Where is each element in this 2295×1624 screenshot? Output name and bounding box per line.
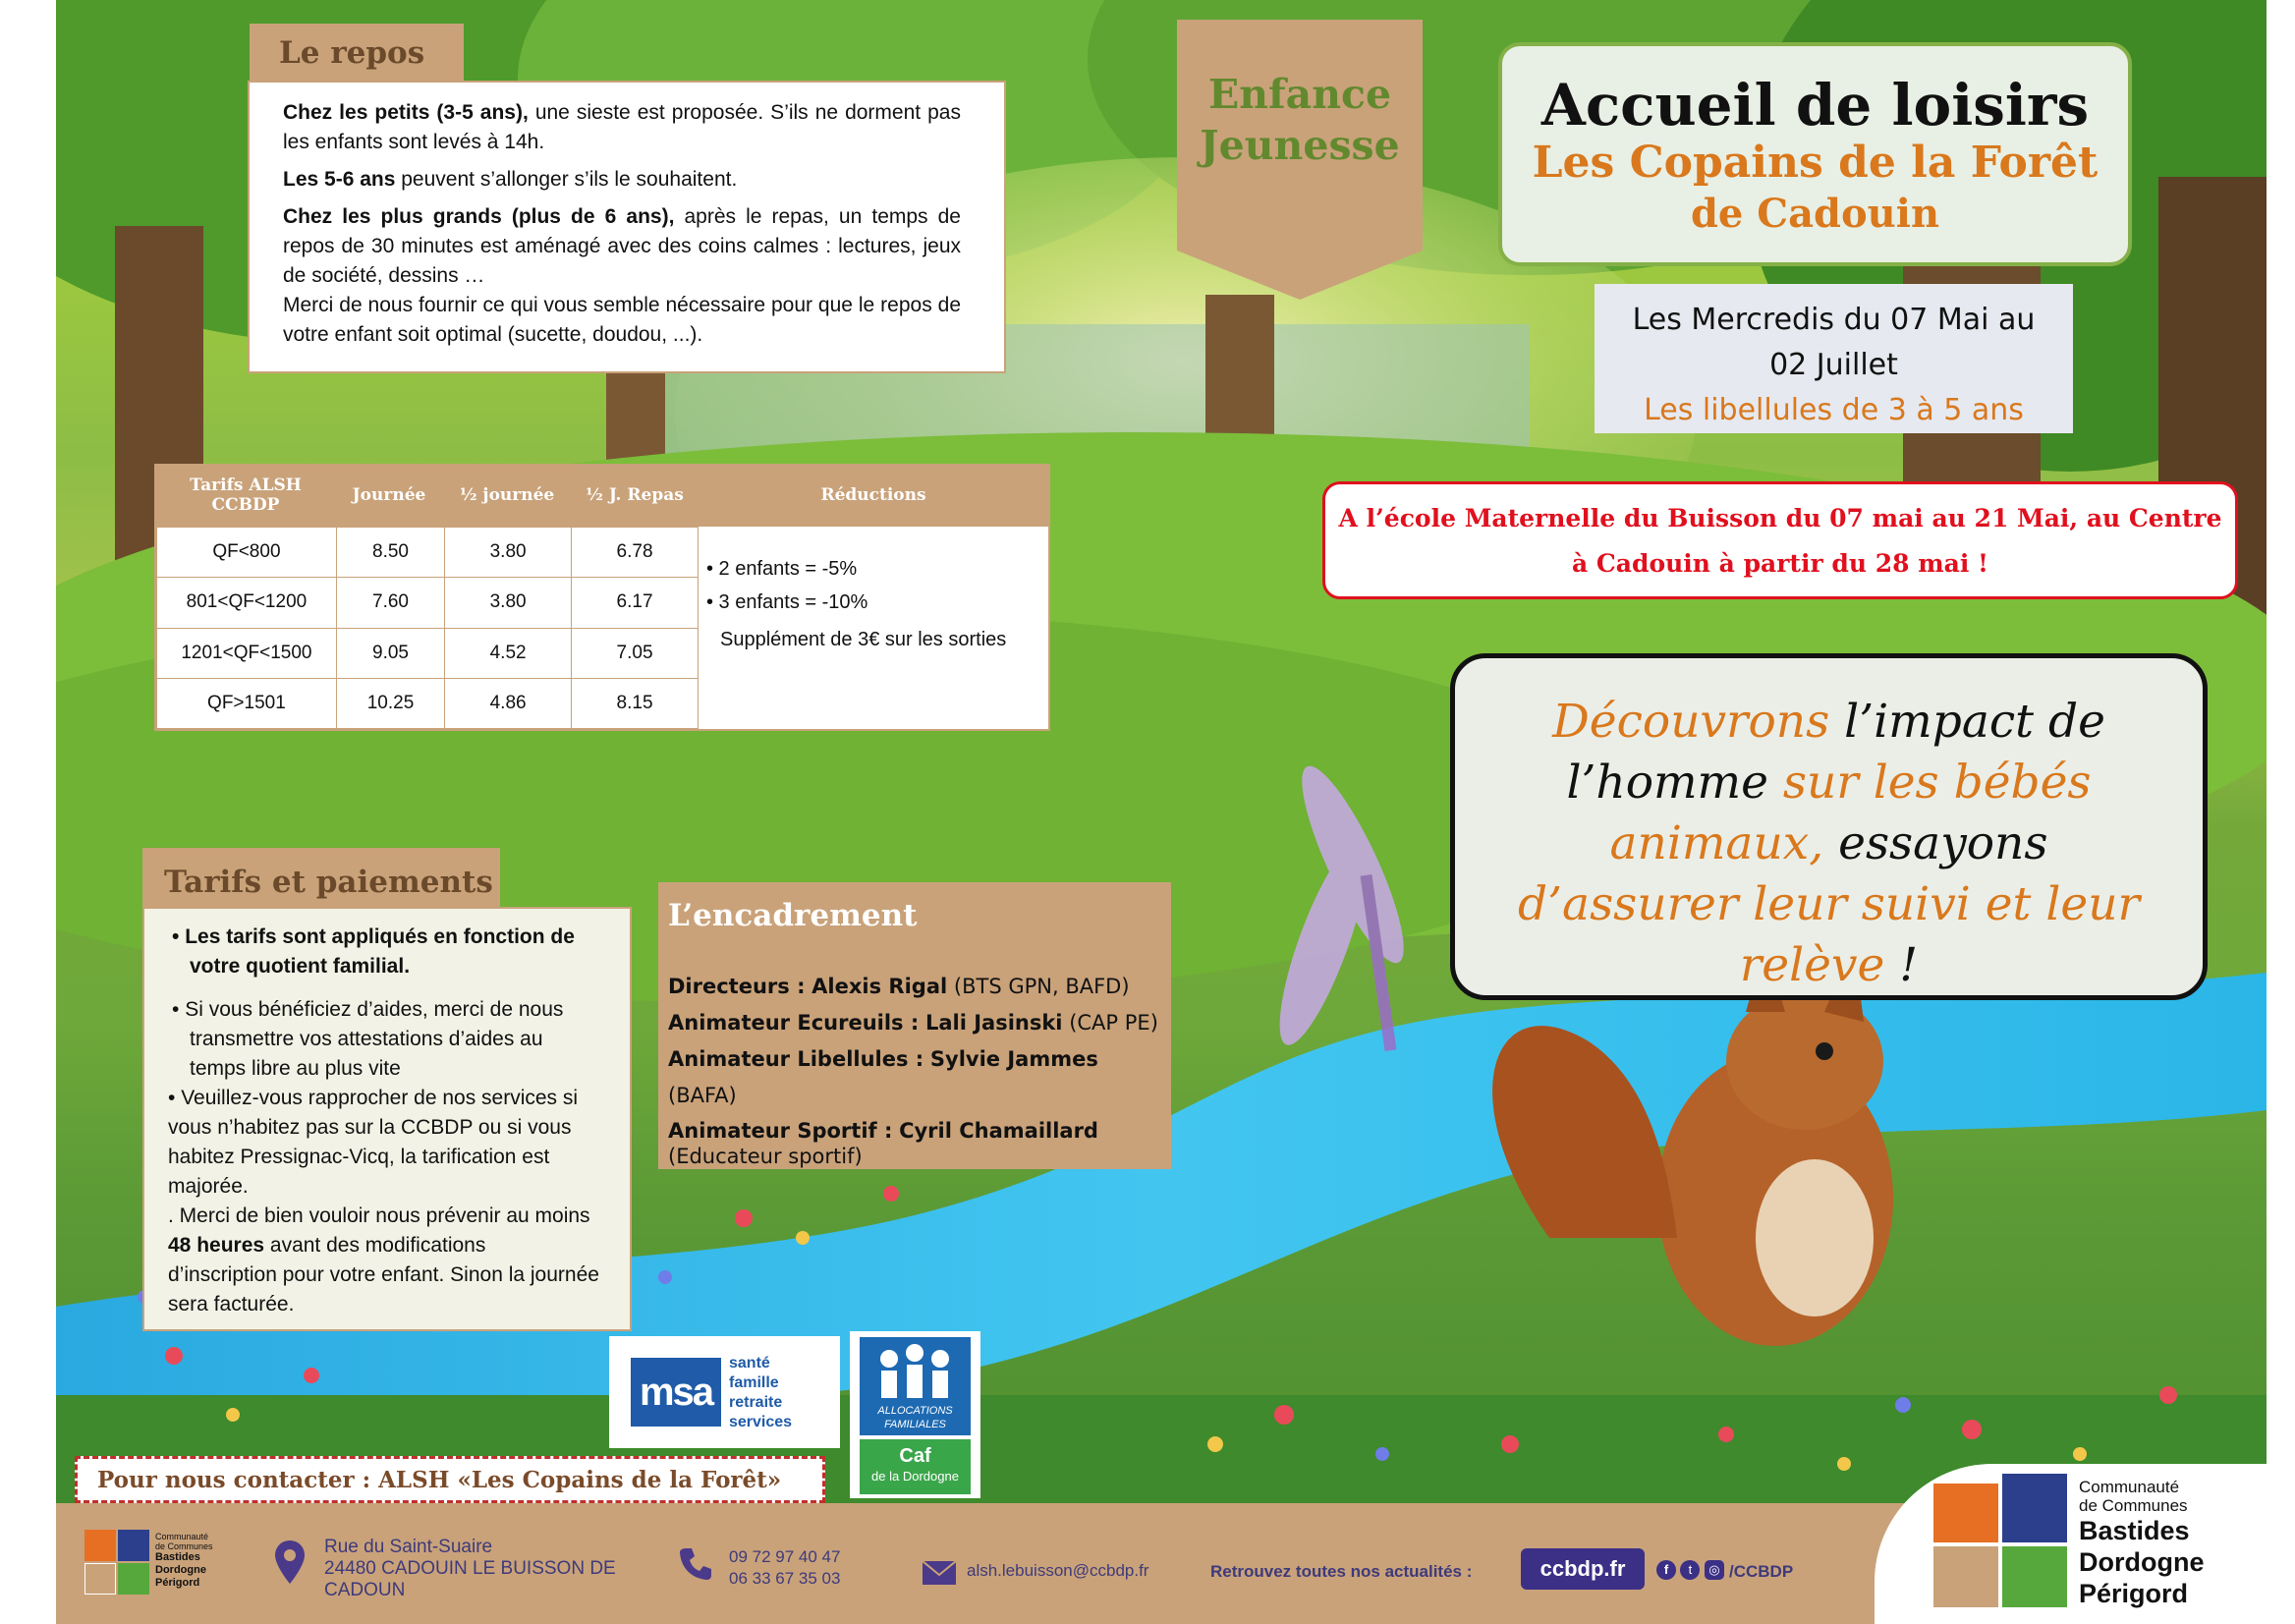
caf-people-icon (860, 1337, 971, 1406)
phone-1[interactable]: 09 72 97 40 47 (729, 1547, 841, 1566)
repos-heading: Le repos (250, 24, 464, 83)
msa-logo-mark: msa (631, 1358, 721, 1427)
logo-square-tan (84, 1563, 116, 1595)
location-pin-icon (275, 1540, 305, 1584)
theme-part-1: Découvrons (1552, 695, 1830, 749)
supplement-sorties: Supplément de 3€ sur les sorties (720, 629, 1007, 650)
table-row (157, 578, 699, 628)
theme-box (1450, 653, 2208, 1000)
theme-part-4: essayons (1838, 816, 2048, 870)
reduction-3-enfants: • 3 enfants = -10% (706, 591, 868, 613)
staff-directeurs: Directeurs : Alexis Rigal (BTS GPN, BAFD) (668, 975, 1130, 998)
table-cell: 10.25 (336, 678, 444, 728)
table-cell: 8.50 (336, 528, 444, 578)
dates-line1: Les Mercredis du 07 Mai au (1632, 303, 2036, 337)
paiements-item-2: • Si vous bénéficiez d’aides, merci de nous transmettre vos attestations d’aides au temps libre au plus vite (172, 998, 564, 1080)
repos-panel (248, 81, 1006, 373)
encadrement-heading: L’encadrement (668, 898, 918, 933)
table-cell: 6.78 (572, 528, 699, 578)
logo-square-blue (118, 1530, 149, 1561)
staff-ecureuils: Animateur Ecureuils : Lali Jasinski (CAP PE) (668, 1011, 1158, 1035)
footer-logo-text: Communauté de Communes Bastides Dordogne Périgord (155, 1532, 213, 1589)
msa-logo (609, 1336, 840, 1448)
footer-address: Rue du Saint-Suaire 24480 CADOUIN LE BUISSON DE CADOUN (324, 1537, 616, 1600)
caf-logo (850, 1331, 980, 1498)
header-tarifs-line2: CCBDP (211, 495, 280, 515)
tarifs-grid (156, 527, 699, 729)
table-cell: 3.80 (445, 528, 572, 578)
staff-sportif: Animateur Sportif : Cyril Chamaillard (Educateur sportif) (668, 1119, 1098, 1168)
social-icons (1656, 1560, 1724, 1580)
table-cell: 7.60 (336, 578, 444, 628)
repos-para-5-6: Les 5-6 ans peuvent s’allonger s’ils le souhaitent. (283, 168, 738, 191)
phone-icon (678, 1546, 713, 1582)
mail-icon (922, 1560, 957, 1586)
logo-square-orange (84, 1530, 116, 1561)
header-tarifs-line1: Tarifs ALSH (190, 476, 302, 495)
reduction-2-enfants: • 2 enfants = -5% (706, 558, 858, 580)
repos-para-petits: Chez les petits (3-5 ans), une sieste est proposée. S’ils ne dorment pas les enfants sont levés à 14h. (283, 101, 961, 153)
phone-2[interactable]: 06 33 67 35 03 (729, 1569, 841, 1588)
table-cell: 7.05 (572, 628, 699, 678)
ccbdp-square-tan (1933, 1546, 1998, 1607)
encadrement-list (668, 969, 1171, 1169)
header-demi-repas: ½ J. Repas (586, 485, 684, 505)
caf-logo-mark (860, 1337, 971, 1435)
table-cell: 9.05 (336, 628, 444, 678)
website-badge[interactable]: ccbdp.fr (1521, 1548, 1645, 1590)
encadrement-panel (658, 882, 1171, 1169)
header-tarifs-alsh (156, 476, 335, 515)
repos-para-grands: Chez les plus grands (plus de 6 ans), après le repas, un temps de repos de 30 minutes est aménagé avec des coins calmes : lectures, jeux de société, dessins … (283, 205, 961, 287)
table-cell: 6.17 (572, 578, 699, 628)
table-row (157, 628, 699, 678)
paiements-item-3: • Veuillez-vous rapprocher de nos services si vous n’habitez pas sur la CCBDP ou si vous habitez Pressignac-Vicq, la tarification est majorée. (168, 1087, 579, 1198)
ccbdp-square-orange (1933, 1484, 1998, 1542)
logo-square-green (118, 1563, 149, 1595)
msa-logo-text: santé famille retraite services (729, 1355, 793, 1430)
table-cell: 1201<QF<1500 (157, 628, 337, 678)
theme-part-2: l’impact de l’homme (1566, 695, 2105, 810)
table-row (157, 528, 699, 578)
tarifs-table (154, 464, 1050, 731)
footer-email[interactable]: alsh.lebuisson@ccbdp.fr (967, 1561, 1149, 1580)
enfance-jeunesse-label (1177, 69, 1423, 171)
dates-box (1595, 284, 2073, 433)
table-cell: QF<800 (157, 528, 337, 578)
dates-line2: 02 Juillet (1769, 348, 1898, 382)
table-cell: 8.15 (572, 678, 699, 728)
table-cell: 4.52 (445, 628, 572, 678)
location-notice-line2: à Cadouin à partir du 28 mai ! (1571, 549, 1989, 578)
theme-part-6: ! (1899, 938, 1919, 992)
ccbdp-logo-text: Communauté de Communes Bastides Dordogne Périgord (2079, 1478, 2205, 1608)
footer-ccbdp-logo (84, 1530, 227, 1598)
twitter-icon[interactable]: t (1680, 1560, 1700, 1580)
paiements-item-1: • Les tarifs sont appliqués en fonction de votre quotient familial. (172, 925, 575, 978)
theme-part-3: sur les bébés animaux, (1609, 756, 2092, 870)
instagram-icon[interactable]: ◎ (1705, 1560, 1724, 1580)
location-notice (1322, 481, 2238, 599)
header-demi-journee: ½ journée (459, 485, 555, 505)
paiements-item-4: . Merci de bien vouloir nous prévenir au moins 48 heures avant des modifications d’inscription pour votre enfant. Sinon la journée sera facturée. (168, 1204, 599, 1316)
caf-logo-caption: ALLOCATIONS FAMILIALES (877, 1405, 953, 1430)
table-cell: 3.80 (445, 578, 572, 628)
table-row (157, 678, 699, 728)
title-location: de Cadouin (1690, 191, 1940, 237)
location-notice-line1: A l’école Maternelle du Buisson du 07 mai au 21 Mai, au Centre (1338, 504, 2222, 532)
caf-dordogne: Caf de la Dordogne (860, 1439, 971, 1494)
paiements-panel (142, 907, 632, 1331)
paiements-heading: Tarifs et paiements (142, 848, 500, 907)
header-reductions: Réductions (820, 485, 926, 505)
table-cell: QF>1501 (157, 678, 337, 728)
theme-part-5: d’assurer leur suivi et leur relève (1518, 877, 2140, 992)
social-handle[interactable]: /CCBDP (1729, 1562, 1794, 1581)
ccbdp-logo (1875, 1464, 2287, 1624)
table-cell: 4.86 (445, 678, 572, 728)
ccbdp-square-green (2002, 1546, 2067, 1607)
title-box (1498, 42, 2132, 266)
enfance-label: Enfance (1207, 71, 1392, 118)
ccbdp-castle-blue (2002, 1474, 2067, 1542)
title-subtitle: Les Copains de la Forêt (1532, 138, 2099, 188)
staff-libellules: Animateur Libellules : Sylvie Jammes (BAFA) (668, 1047, 1098, 1107)
facebook-icon[interactable]: f (1656, 1560, 1676, 1580)
reductions-cell (706, 552, 1031, 656)
table-cell: 801<QF<1200 (157, 578, 337, 628)
footer-actualites: Retrouvez toutes nos actualités : (1210, 1562, 1473, 1581)
header-journee: Journée (352, 485, 426, 505)
age-group: Les libellules de 3 à 5 ans (1644, 393, 2024, 427)
jeunesse-label: Jeunesse (1200, 122, 1400, 169)
repos-para-merci: Merci de nous fournir ce qui vous semble nécessaire pour que le repos de votre enfant soit optimal (sucette, doudou, ...). (283, 294, 961, 346)
main-title: Accueil de loisirs (1540, 72, 2090, 139)
contact-banner: Pour nous contacter : ALSH «Les Copains de la Forêt» (75, 1456, 825, 1503)
footer-phones (729, 1546, 840, 1590)
